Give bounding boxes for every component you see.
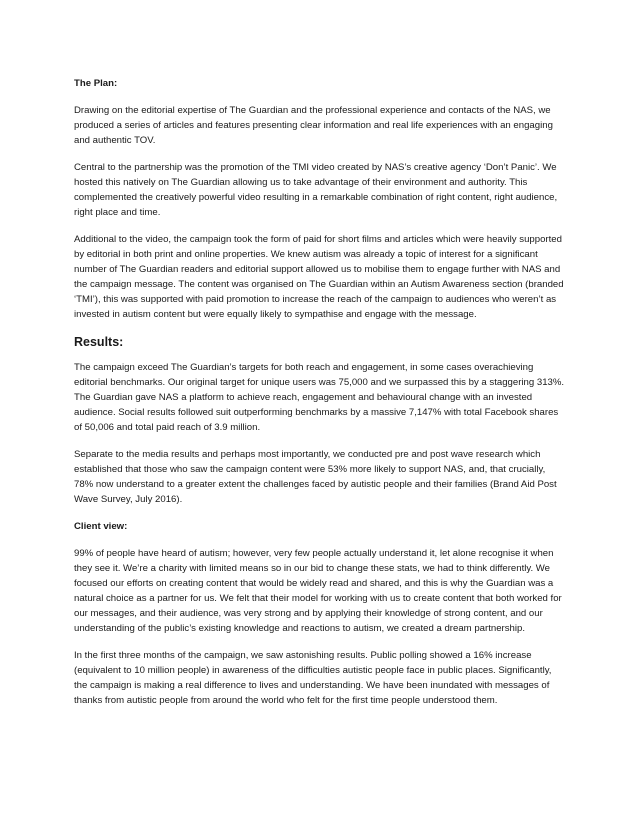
plan-paragraph-2: Central to the partnership was the promotion of the TMI video created by NAS’s creative agency ‘Don’t Panic’. We hosted this natively on The Guardian allowing us to take advantage of their environment and authority. This complemented the creatively powerful video resulting in a remarkable combination of right content, right audience, right place and time. — [74, 162, 558, 218]
results-paragraph-2: Separate to the media results and perhaps most importantly, we conducted pre and post wave research which established that those who saw the campaign content were 53% more likely to support NAS, and, that crucially, 78% now understand to a greater extent the challenges faced by autistic people and their families (Brand Aid Post Wave Survey, July 2016). — [74, 449, 557, 505]
results-paragraph-1: The campaign exceed The Guardian’s targets for both reach and engagement, in some cases overachieving editorial benchmarks. Our original target for unique users was 75,000 and we surpassed this by a staggering 313%. The Guardian gave NAS a platform to achieve reach, engagement and behavioural change with an invested audience. Social results followed suit outperforming benchmarks by a massive 7,147% with total Facebook shares of 50,006 and total paid reach of 3.9 million. — [74, 362, 565, 433]
client-view-paragraph-1: 99% of people have heard of autism; however, very few people actually understand it, let alone recognise it when they see it. We’re a charity with limited means so in our bid to change these stats, we had to think differently. We focused our efforts on creating content that would be widely read and shared, and this is why the Guardian was a natural choice as a partner for us. We felt that their model for working with us to create content that both worked for our messages, and their audience, was very strong and by applying their knowledge of strong content, and our understanding of the public’s existing knowledge and reactions to autism, we created a dream partnership. — [74, 548, 562, 634]
plan-heading: The Plan: — [74, 78, 118, 89]
results-heading: Results: — [74, 335, 124, 349]
client-view-heading: Client view: — [74, 521, 128, 532]
plan-paragraph-3: Additional to the video, the campaign took the form of paid for short films and articles which were heavily supported by editorial in both print and online properties. We knew autism was already a topic of interest for a significant number of The Guardian readers and editorial support allowed us to mobilise them to engage further with NAS and the campaign message. The content was organised on The Guardian within an Autism Awareness section (branded ‘TMI’), this was supported with paid promotion to increase the reach of the campaign to audiences who weren’t as invested in autism content but were equally likely to sympathise and engage with the message. — [74, 234, 564, 320]
client-view-paragraph-2: In the first three months of the campaign, we saw astonishing results. Public polling showed a 16% increase (equivalent to 10 million people) in awareness of the difficulties autistic people face in public places. Significantly, the campaign is making a real difference to lives and understanding. We have been inundated with messages of thanks from autistic people from around the world who felt for the first time people understood them. — [74, 650, 552, 706]
plan-paragraph-1: Drawing on the editorial expertise of The Guardian and the professional experience and contacts of the NAS, we produced a series of articles and features presenting clear information and real life experiences with an engaging and authentic TOV. — [74, 105, 553, 146]
document-page — [74, 76, 566, 720]
